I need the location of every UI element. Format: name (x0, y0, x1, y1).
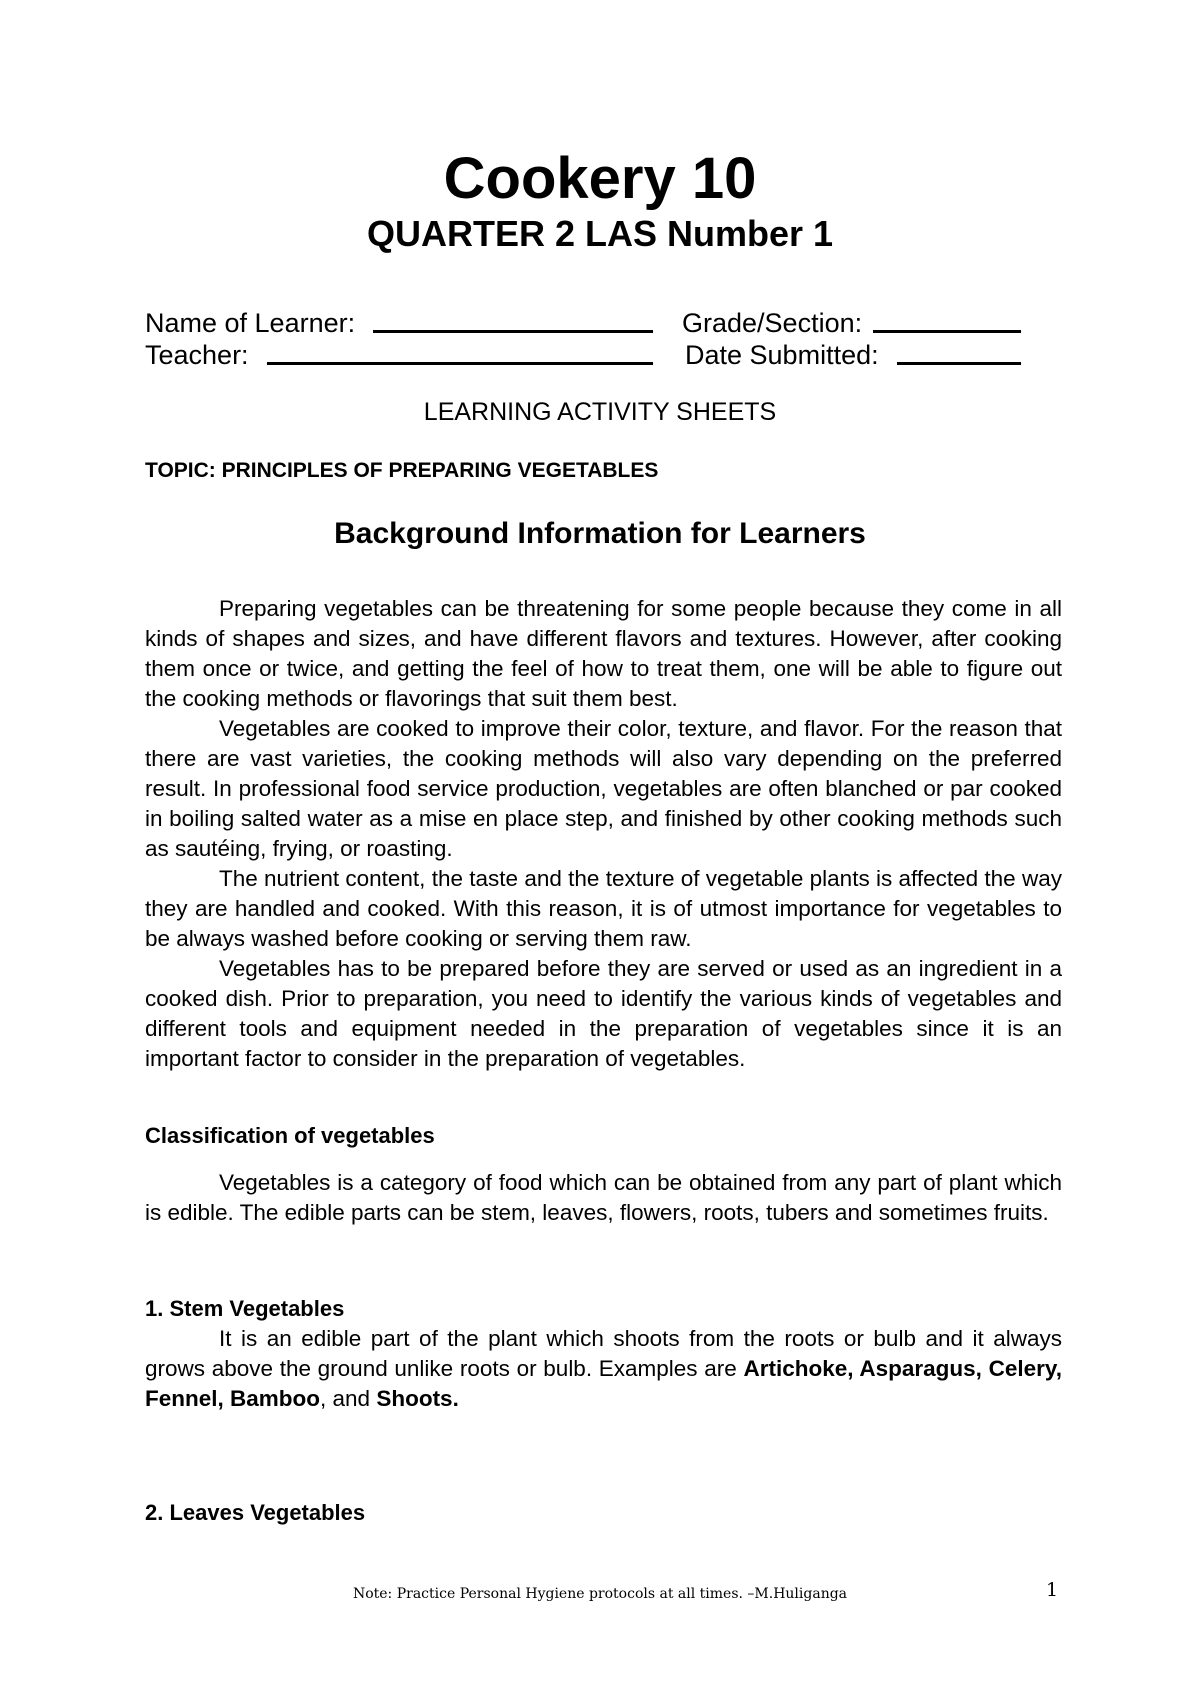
background-heading: Background Information for Learners (334, 517, 866, 550)
classification-paragraph: Vegetables is a category of food which can be obtained from any part of plant which is edible. The edible parts can be stem, leaves, flowers, roots, tubers and sometimes fruits. (145, 1170, 1062, 1225)
example-fennel: Fennel (145, 1386, 218, 1411)
example-separator: , (1055, 1356, 1062, 1381)
document-subtitle: QUARTER 2 LAS Number 1 (366, 213, 834, 254)
example-shoots: Shoots. (376, 1386, 459, 1411)
classification-text (145, 1168, 1062, 1228)
example-asparagus: Asparagus (859, 1356, 976, 1381)
leaves-vegetables-heading: 2. Leaves Vegetables (145, 1500, 366, 1525)
teacher-info-row (145, 338, 1025, 372)
example-separator: , (975, 1356, 989, 1381)
topic-line: TOPIC: PRINCIPLES OF PREPARING VEGETABLES (145, 459, 659, 482)
name-of-learner-label: Name of Learner: (145, 308, 356, 338)
teacher-blank (267, 362, 653, 365)
example-bamboo: Bamboo (230, 1386, 321, 1411)
background-paragraph: Vegetables has to be prepared before they are served or used as an ingredient in a cooked dish. Prior to preparation, you need to identify the various kinds of vegetables and different tools and equipment needed in the preparation of vegetables since it is an important factor to consider in the preparation of vegetables. (145, 956, 1062, 1071)
grade-section-label: Grade/Section: (682, 308, 863, 338)
learning-activity-sheets-heading: LEARNING ACTIVITY SHEETS (423, 398, 777, 426)
example-separator: , (217, 1386, 231, 1411)
example-separator: , and (320, 1386, 377, 1411)
example-artichoke: Artichoke (743, 1356, 848, 1381)
stem-vegetables-text (145, 1324, 1062, 1414)
document-title: Cookery 10 (443, 146, 757, 211)
stem-vegetables-heading: 1. Stem Vegetables (145, 1296, 345, 1321)
example-separator: , (847, 1356, 860, 1381)
background-paragraph: Preparing vegetables can be threatening for some people because they come in all kinds of shapes and sizes, and have different flavors and textures. However, after cooking them once or twice, and getting the feel of how to treat them, one will be able to figure out the cooking methods or flavorings that suit them best. (145, 596, 1062, 711)
date-submitted-blank (897, 362, 1021, 365)
background-paragraph: Vegetables are cooked to improve their color, texture, and flavor. For the reason that there are vast varieties, the cooking methods will also vary depending on the preferred result. In professional food service production, vegetables are often blanched or par cooked in boiling salted water as a mise en place step, and finished by other cooking methods such as sautéing, frying, or roasting. (145, 716, 1062, 861)
stem-description: It is an edible part of the plant which shoots from the roots or bulb and it always grows above the ground unlike roots or bulb. Examples are (145, 1326, 1062, 1381)
background-text (145, 594, 1062, 1074)
page-number: 1 (1046, 1579, 1059, 1601)
name-of-learner-blank (373, 330, 653, 333)
classification-heading: Classification of vegetables (145, 1123, 435, 1148)
grade-section-blank (873, 330, 1021, 333)
learner-info-row (145, 306, 1025, 340)
background-paragraph: The nutrient content, the taste and the texture of vegetable plants is affected the way they are handled and cooked. With this reason, it is of utmost importance for vegetables to be always washed before cooking or serving them raw. (145, 866, 1062, 951)
stem-vegetables-paragraph (145, 1324, 1062, 1414)
teacher-label: Teacher: (145, 340, 249, 370)
date-submitted-label: Date Submitted: (685, 340, 879, 370)
example-celery: Celery (988, 1356, 1056, 1381)
footer-note: Note: Practice Personal Hygiene protocols at all times. –M.Huliganga (352, 1586, 848, 1602)
